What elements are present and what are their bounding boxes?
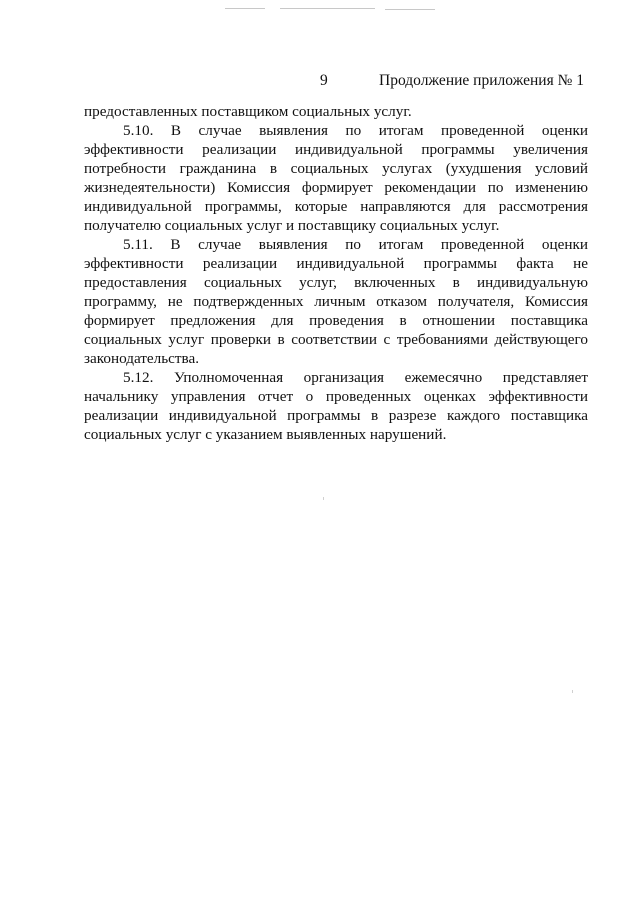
scan-artifact-top-1 xyxy=(225,8,265,9)
scan-artifact-top-2 xyxy=(280,8,375,9)
document-body xyxy=(84,102,588,444)
paragraph-5-11: 5.11. В случае выявления по итогам проведенной оценки эффективности реализации индивидуальной программы факта не предоставления социальных услуг, включенных в индивидуальную программу, не подтвержденных личным отказом получателя, Комиссия формирует предложения для проведения в отношении поставщика социальных услуг проверки в соответствии с требованиями действующего законодательства. xyxy=(84,236,588,367)
scan-speck-middle xyxy=(323,497,324,500)
scan-artifact-top-3 xyxy=(385,9,435,10)
appendix-label: Продолжение приложения № 1 xyxy=(379,72,584,89)
page-header xyxy=(84,70,584,92)
page-number: 9 xyxy=(320,72,328,89)
scan-speck-right xyxy=(572,690,573,693)
paragraph-5-10: 5.10. В случае выявления по итогам проведенной оценки эффективности реализации индивидуальной программы увеличения потребности гражданина в социальных услугах (ухудшения условий жизнедеятельности) Комиссия формирует рекомендации по изменению индивидуальной программы, которые направляются для рассмотрения получателю социальных услуг и поставщику социальных услуг. xyxy=(84,122,588,234)
paragraph-continuation: предоставленных поставщиком социальных услуг. xyxy=(84,103,412,120)
paragraph-5-12: 5.12. Уполномоченная организация ежемесячно представляет начальнику управления отчет о проведенных оценках эффективности реализации индивидуальной программы в разрезе каждого поставщика социальных услуг с указанием выявленных нарушений. xyxy=(84,369,588,443)
